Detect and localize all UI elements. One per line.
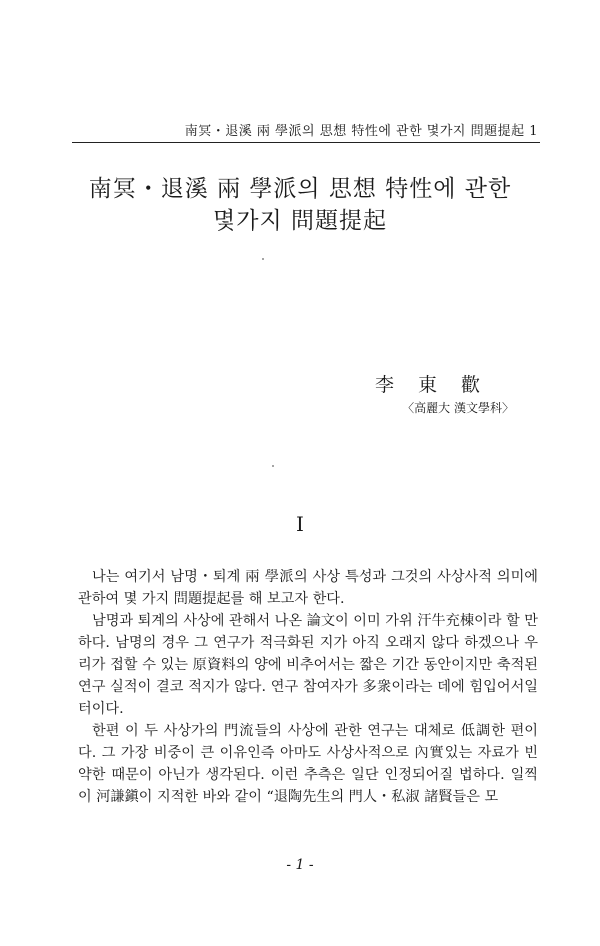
scan-speck bbox=[262, 258, 264, 260]
author-affiliation: 〈高麗大 漢文學科〉 bbox=[402, 401, 514, 415]
page-number: - 1 - bbox=[286, 857, 314, 873]
header-rule bbox=[72, 142, 540, 143]
article-title-line-1: 南冥・退溪 兩 學派의 思想 特性에 관한 bbox=[88, 176, 512, 202]
author-name: 李東歡 bbox=[374, 374, 504, 396]
article-title-line-2: 몇가지 問題提起 bbox=[213, 208, 387, 234]
paragraph: 남명과 퇴계의 사상에 관해서 나온 論文이 이미 가위 汗牛充棟이라 할 만하다. 남명의 경우 그 연구가 적극화된 지가 아직 오래지 않다 하겠으나 우리가 접할 수 있는 原資料의 양에 비추어서는 짧은 기간 동안이지만 축적된 연구 실적이 결코 적지가 않다. 연구 참여자가 多衆이라는 데에 힘입어서일 터이다. bbox=[78, 613, 538, 717]
running-header: 南冥・退溪 兩 學派의 思想 特性에 관한 몇가지 問題提起 1 bbox=[184, 124, 538, 139]
scan-speck bbox=[272, 465, 274, 467]
paragraph: 나는 여기서 남명・퇴계 兩 學派의 사상 특성과 그것의 사상사적 의미에 관하여 몇 가지 問題提起를 해 보고자 한다. bbox=[78, 569, 538, 607]
body-text bbox=[78, 566, 538, 808]
section-number: I bbox=[296, 512, 304, 536]
paragraph: 한편 이 두 사상가의 門流들의 사상에 관한 연구는 대체로 低調한 편이다. 그 가장 비중이 큰 이유인즉 아마도 사상사적으로 內實있는 자료가 빈약한 때문이 아닌가 생각된다. 이런 추측은 일단 인정되어질 법하다. 일찍이 河謙鎭이 지적한 바와 같이 “退陶先生의 門人・私淑 諸賢들은 모 bbox=[78, 723, 538, 805]
